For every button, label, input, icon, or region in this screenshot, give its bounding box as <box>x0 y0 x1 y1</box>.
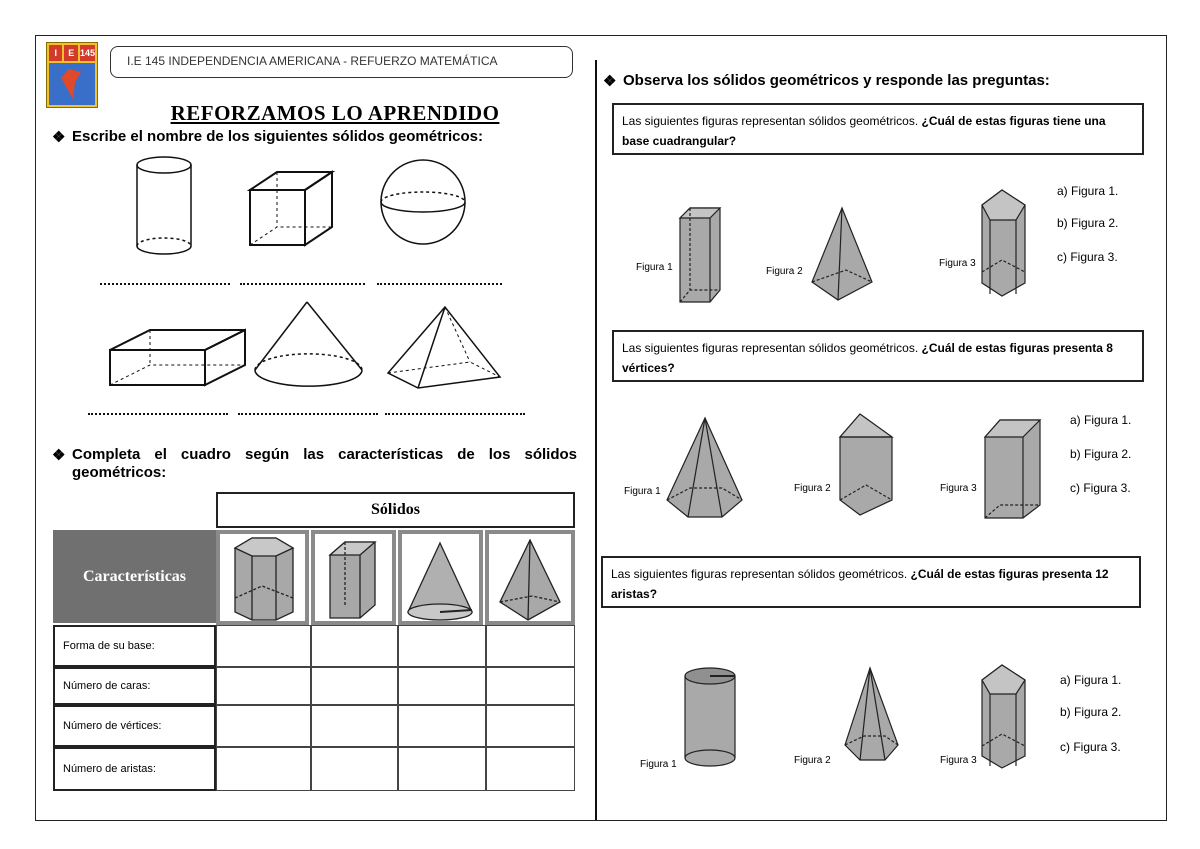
row-label-vertices: Número de vértices: <box>53 705 216 747</box>
q1-option-a[interactable]: a) Figura 1. <box>1057 184 1119 198</box>
row-label-edges: Número de aristas: <box>53 747 216 791</box>
q3-option-c[interactable]: c) Figura 3. <box>1060 740 1121 754</box>
question-1-bold: ¿Cuál de estas figuras tiene una base cuadrangular? <box>622 114 1106 148</box>
question-1-text: Las siguientes figuras representan sólidos geométricos. <box>622 114 922 128</box>
q1-figure-3-label: Figura 3 <box>939 258 976 269</box>
q3-figure-2-label: Figura 2 <box>794 755 831 766</box>
instruction-observe: Observa los sólidos geométricos y responde las preguntas: <box>623 72 1050 89</box>
q3-option-b[interactable]: b) Figura 2. <box>1060 705 1122 719</box>
q2-option-b[interactable]: b) Figura 2. <box>1070 447 1132 461</box>
q2-figure-3-label: Figura 3 <box>940 483 977 494</box>
instruction-name-solids: Escribe el nombre de los siguientes sólidos geométricos: <box>72 128 483 145</box>
logo-letter-1: I <box>49 45 62 61</box>
question-2-text: Las siguientes figuras representan sólidos geométricos. <box>622 341 922 355</box>
q3-figure-1-label: Figura 1 <box>640 759 677 770</box>
school-header: I.E 145 INDEPENDENCIA AMERICANA - REFUERZO MATEMÁTICA <box>110 46 573 78</box>
bullet-icon: ❖ <box>52 129 66 146</box>
logo-letter-2: E <box>64 45 77 61</box>
q2-figure-2-label: Figura 2 <box>794 483 831 494</box>
table-solids-header: Sólidos <box>216 492 575 528</box>
question-3-bold: ¿Cuál de estas figuras presenta 12 aristas? <box>611 567 1109 601</box>
q2-option-a[interactable]: a) Figura 1. <box>1070 413 1132 427</box>
q2-option-c[interactable]: c) Figura 3. <box>1070 481 1131 495</box>
instruction-complete-table: Completa el cuadro según las características de los sólidos geométricos: <box>72 446 577 481</box>
q1-option-b[interactable]: b) Figura 2. <box>1057 216 1119 230</box>
table-characteristics-header: Características <box>53 530 216 623</box>
q1-figure-1-label: Figura 1 <box>636 262 673 273</box>
question-2-bold: ¿Cuál de estas figuras presenta 8 vértices? <box>622 341 1113 375</box>
q3-figure-3-label: Figura 3 <box>940 755 977 766</box>
q3-option-a[interactable]: a) Figura 1. <box>1060 673 1122 687</box>
q1-option-c[interactable]: c) Figura 3. <box>1057 250 1118 264</box>
q1-figure-2-label: Figura 2 <box>766 266 803 277</box>
row-label-faces: Número de caras: <box>53 667 216 705</box>
row-label-base-shape: Forma de su base: <box>53 625 216 667</box>
logo-number: 145 <box>80 45 95 61</box>
page-title: REFORZAMOS LO APRENDIDO <box>170 101 500 125</box>
q2-figure-1-label: Figura 1 <box>624 486 661 497</box>
bullet-icon: ❖ <box>603 73 617 90</box>
bullet-icon: ❖ <box>52 447 66 464</box>
question-3-text: Las siguientes figuras representan sólidos geométricos. <box>611 567 911 581</box>
